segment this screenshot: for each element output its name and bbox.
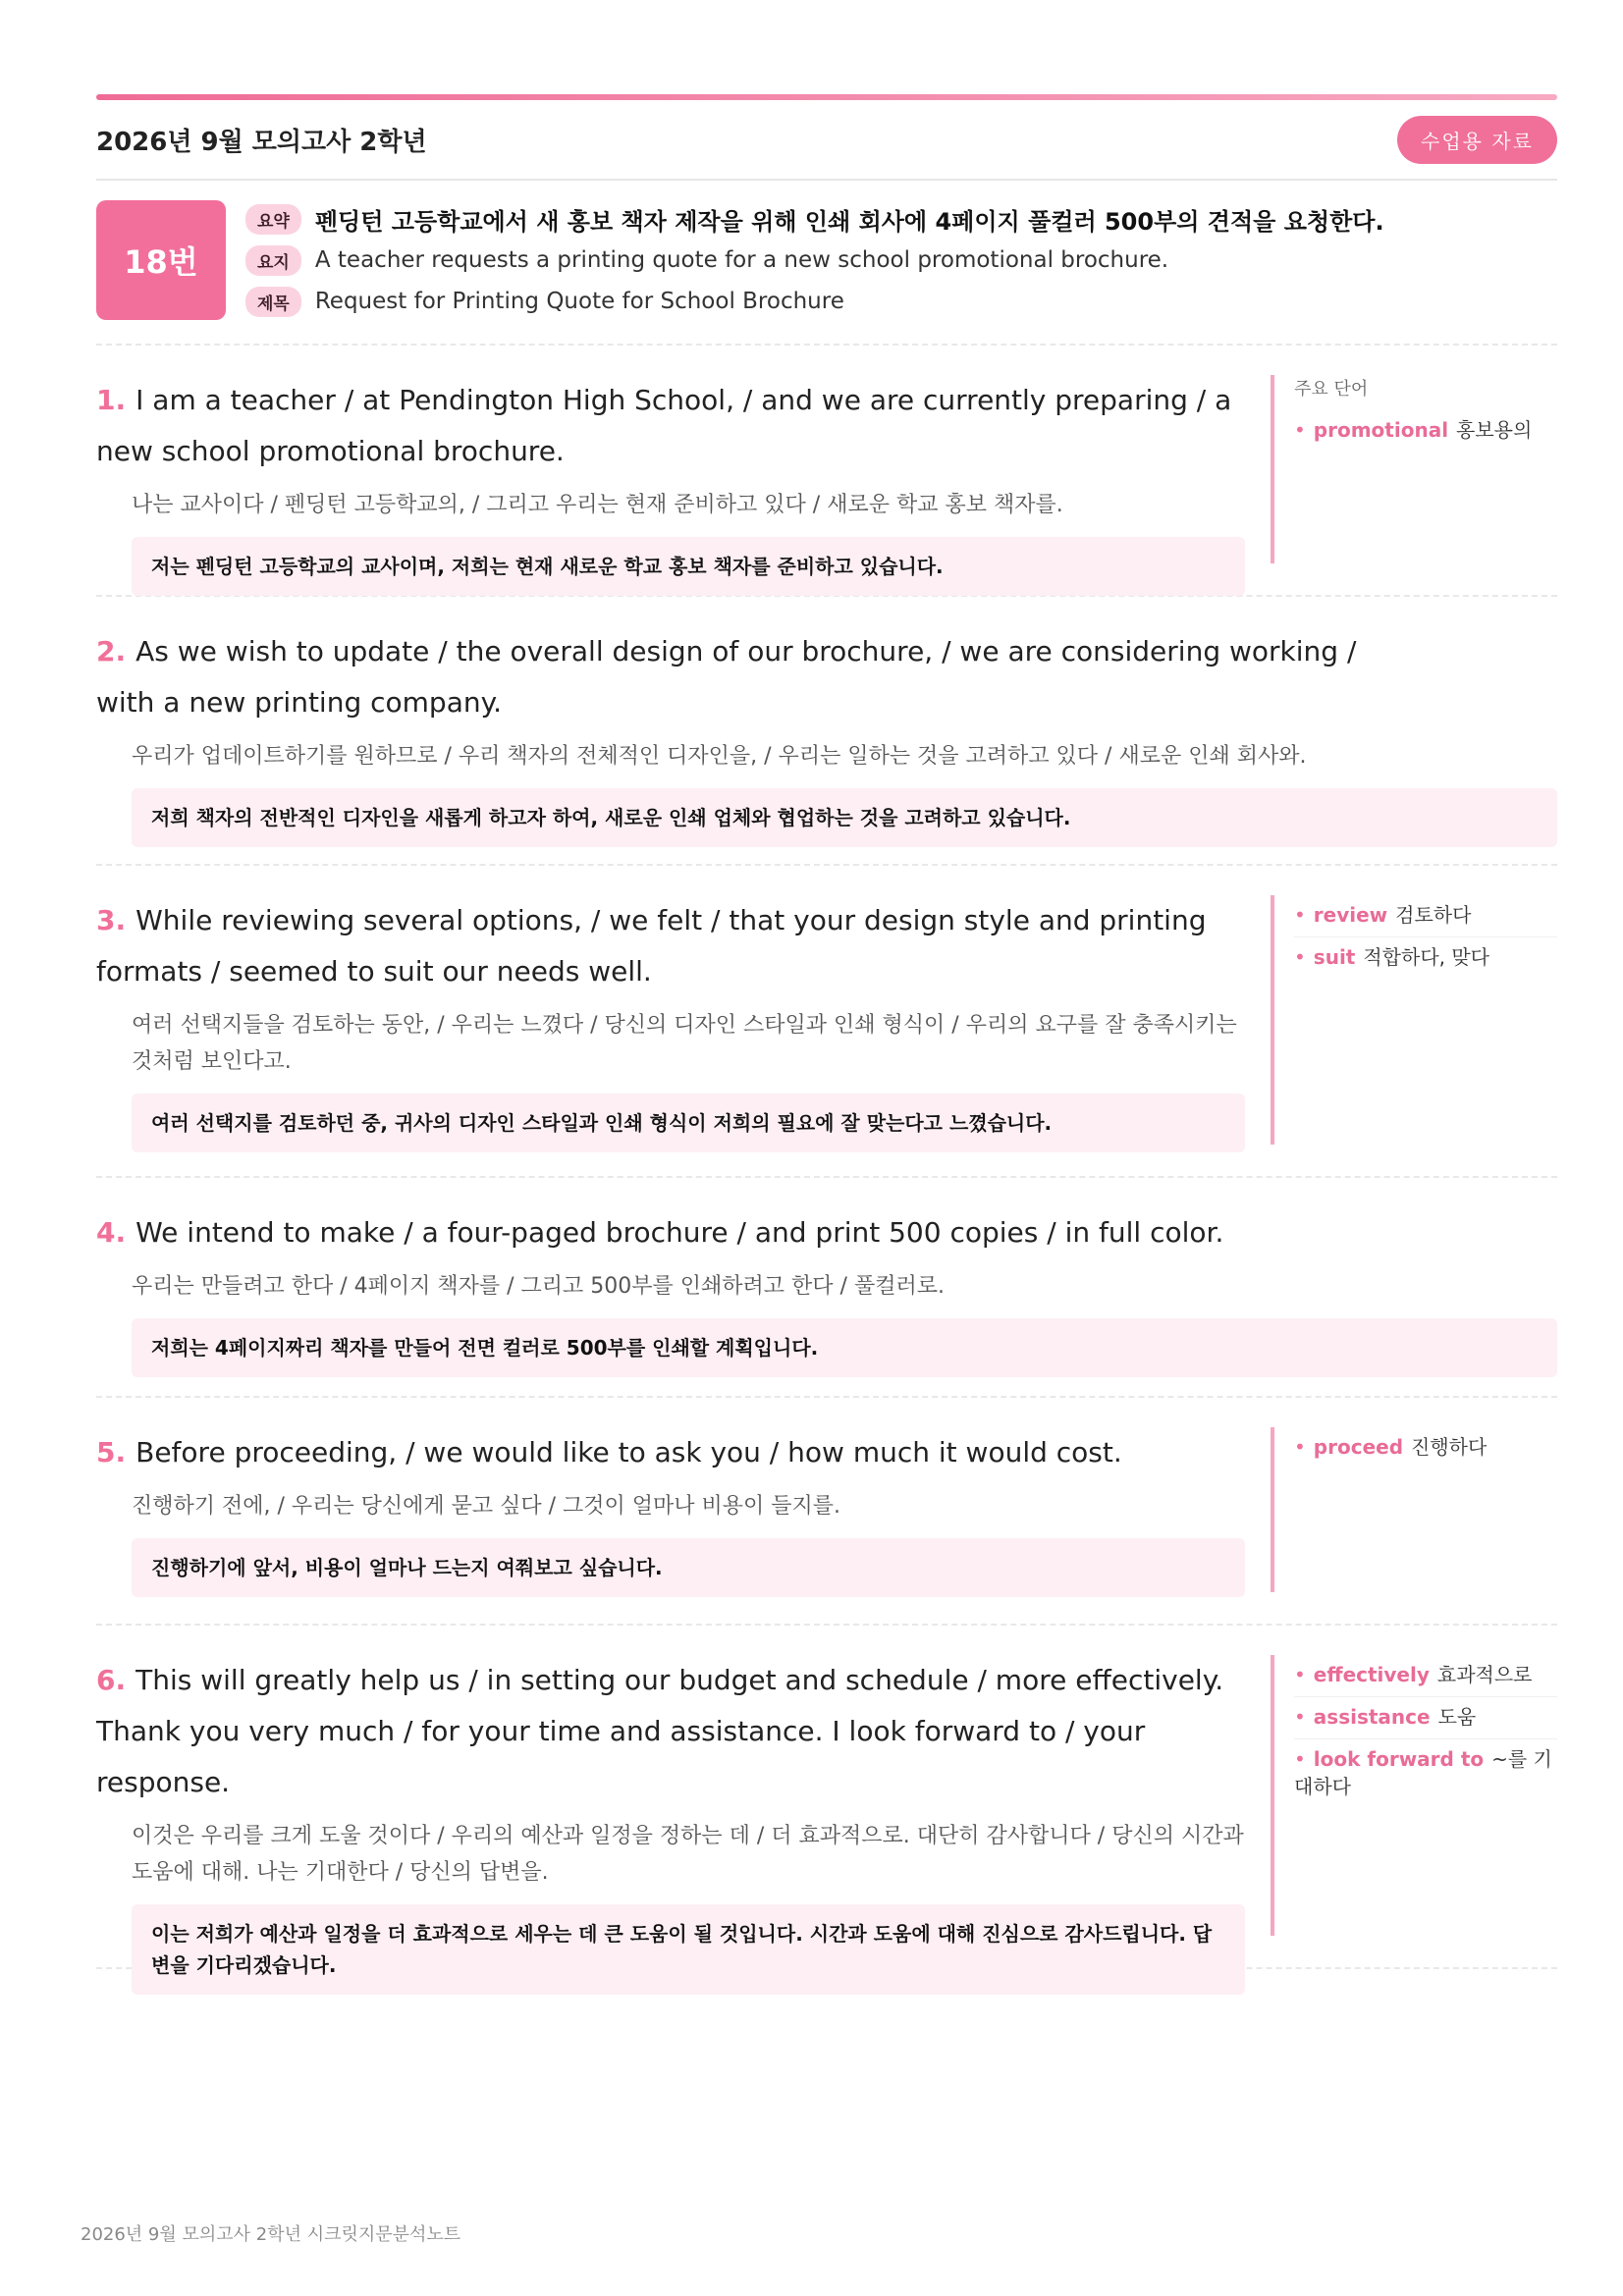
exam-title: 2026년 9월 모의고사 2학년 xyxy=(96,127,427,157)
page-footer: 2026년 9월 모의고사 2학년 시크릿지문분석노트 xyxy=(81,2224,461,2245)
vocab-word: assistance xyxy=(1313,1705,1431,1729)
vocab-heading: 주요 단어 xyxy=(1294,379,1369,400)
sentence-number: 5. xyxy=(96,1436,127,1468)
vocab-item xyxy=(1294,1697,1557,1739)
sentence-content xyxy=(96,375,1245,578)
sentence-block-6 xyxy=(96,1626,1557,1977)
translation-box: 저희 책자의 전반적인 디자인을 새롭게 하고자 하여, 새로운 인쇄 업체와 협업하는 것을 고려하고 있습니다. xyxy=(132,788,1557,847)
worksheet-page xyxy=(96,94,1557,1977)
sentence-block-2 xyxy=(96,597,1557,866)
translation-box: 여러 선택지를 검토하던 중, 귀사의 디자인 스타일과 인쇄 형식이 저희의 필요에 잘 맞는다고 느꼈습니다. xyxy=(132,1094,1245,1152)
question-number-badge: 18번 xyxy=(96,200,226,320)
summary-row-gist xyxy=(245,198,1384,240)
bullet-icon: • xyxy=(1294,945,1306,969)
english-text: Before proceeding, / we would like to ask you / how much it would cost. xyxy=(135,1436,1122,1468)
summary-label-pill: 요약 xyxy=(245,204,301,235)
vocab-panel xyxy=(1271,1655,1557,1936)
english-sentence xyxy=(96,1207,1557,1258)
korean-literal: 여러 선택지들을 검토하는 동안, / 우리는 느꼈다 / 당신의 디자인 스타일과 인쇄 형식이 / 우리의 요구를 잘 충족시키는 것처럼 보인다고. xyxy=(132,1013,1237,1074)
vocab-item xyxy=(1294,937,1557,979)
summary-lines xyxy=(245,198,1384,322)
class-material-badge: 수업용 자료 xyxy=(1397,116,1557,164)
sentence-number: 1. xyxy=(96,384,127,416)
bullet-icon: • xyxy=(1294,1747,1306,1771)
english-text: I am a teacher / at Pendington High School, / and we are currently preparing / a new school promotional brochure. xyxy=(96,384,1232,467)
vocab-word: promotional xyxy=(1313,418,1449,442)
summary-row-main-idea xyxy=(245,240,1384,281)
vocab-meaning: 진행하다 xyxy=(1411,1435,1488,1459)
bullet-icon: • xyxy=(1294,1705,1306,1729)
vocab-item xyxy=(1294,410,1557,452)
bullet-icon: • xyxy=(1294,1435,1306,1459)
vocab-panel xyxy=(1271,375,1557,563)
sentence-content xyxy=(96,895,1245,1145)
sentence-content xyxy=(96,1427,1245,1592)
summary-text: A teacher requests a printing quote for a new school promotional brochure. xyxy=(314,247,1169,273)
vocab-panel xyxy=(1271,1427,1557,1592)
sentence-content xyxy=(96,1655,1245,1977)
sentence-number: 4. xyxy=(96,1216,127,1249)
vocab-word: review xyxy=(1313,903,1388,927)
page-header xyxy=(96,100,1557,181)
vocab-item xyxy=(1294,1427,1557,1468)
english-sentence xyxy=(96,1655,1245,1808)
sentence-number: 6. xyxy=(96,1664,127,1696)
sentence-block-1 xyxy=(96,346,1557,597)
summary-text: 펜딩턴 고등학교에서 새 홍보 책자 제작을 위해 인쇄 회사에 4페이지 풀컬러 500부의 견적을 요청한다. xyxy=(314,207,1384,236)
korean-literal: 진행하기 전에, / 우리는 당신에게 묻고 싶다 / 그것이 얼마나 비용이 들지를. xyxy=(132,1494,841,1519)
sentence-block-4 xyxy=(96,1178,1557,1398)
translation-box: 이는 저희가 예산과 일정을 더 효과적으로 세우는 데 큰 도움이 될 것입니다. 시간과 도움에 대해 진심으로 감사드립니다. 답변을 기다리겠습니다. xyxy=(132,1904,1245,1995)
vocab-item xyxy=(1294,1739,1557,1808)
translation-box: 저는 펜딩턴 고등학교의 교사이며, 저희는 현재 새로운 학교 홍보 책자를 준비하고 있습니다. xyxy=(132,537,1245,596)
korean-literal: 나는 교사이다 / 펜딩턴 고등학교의, / 그리고 우리는 현재 준비하고 있다 / 새로운 학교 홍보 책자를. xyxy=(132,493,1063,517)
vocab-word: suit xyxy=(1313,945,1356,969)
english-text: As we wish to update / the overall design of our brochure, / we are considering working / with a new printing company. xyxy=(96,635,1357,719)
bullet-icon: • xyxy=(1294,418,1306,442)
english-sentence xyxy=(96,375,1245,477)
translation-box: 진행하기에 앞서, 비용이 얼마나 드는지 여쭤보고 싶습니다. xyxy=(132,1538,1245,1597)
english-text: This will greatly help us / in setting our budget and schedule / more effectively. Thank you very much / for your time and assistance. I look forward to / your response. xyxy=(96,1664,1224,1798)
bullet-icon: • xyxy=(1294,903,1306,927)
translation-box: 저희는 4페이지짜리 책자를 만들어 전면 컬러로 500부를 인쇄할 계획입니다. xyxy=(132,1318,1557,1377)
sentence-content xyxy=(96,1207,1557,1364)
sentence-content xyxy=(96,626,1557,832)
summary-section xyxy=(96,181,1557,346)
vocab-meaning: 도움 xyxy=(1437,1705,1477,1729)
summary-label-pill: 제목 xyxy=(245,287,301,317)
sentence-block-5 xyxy=(96,1398,1557,1626)
vocab-word: effectively xyxy=(1313,1663,1430,1686)
vocab-item xyxy=(1294,1655,1557,1697)
summary-label-pill: 요지 xyxy=(245,245,301,276)
korean-literal: 이것은 우리를 크게 도울 것이다 / 우리의 예산과 일정을 정하는 데 / 더 효과적으로. 대단히 감사합니다 / 당신의 시간과 도움에 대해. 나는 기대한다 / 당신의 답변을. xyxy=(132,1824,1244,1885)
sentence-block-3 xyxy=(96,866,1557,1178)
korean-literal: 우리는 만들려고 한다 / 4페이지 책자를 / 그리고 500부를 인쇄하려고 한다 / 풀컬러로. xyxy=(132,1274,945,1299)
summary-text: Request for Printing Quote for School Brochure xyxy=(314,289,844,314)
sentence-number: 3. xyxy=(96,904,127,936)
korean-literal: 우리가 업데이트하기를 원하므로 / 우리 책자의 전체적인 디자인을, / 우리는 일하는 것을 고려하고 있다 / 새로운 인쇄 회사와. xyxy=(132,744,1307,769)
vocab-meaning: 검토하다 xyxy=(1395,903,1472,927)
english-text: While reviewing several options, / we felt / that your design style and printing formats / seemed to suit our needs well. xyxy=(96,904,1207,988)
bullet-icon: • xyxy=(1294,1663,1306,1686)
vocab-panel xyxy=(1271,895,1557,1145)
english-sentence xyxy=(96,895,1245,997)
vocab-word: proceed xyxy=(1313,1435,1404,1459)
vocab-item xyxy=(1294,895,1557,937)
vocab-word: look forward to xyxy=(1313,1747,1485,1771)
english-sentence xyxy=(96,1427,1245,1478)
sentence-number: 2. xyxy=(96,635,127,667)
vocab-meaning: 적합하다, 맞다 xyxy=(1363,945,1489,969)
english-text: We intend to make / a four-paged brochure / and print 500 copies / in full color. xyxy=(135,1216,1224,1249)
vocab-meaning: 효과적으로 xyxy=(1436,1663,1533,1686)
summary-row-title xyxy=(245,281,1384,322)
english-sentence xyxy=(96,626,1363,728)
vocab-meaning: 홍보용의 xyxy=(1456,418,1533,442)
vocab-meaning: ~를 기대하다 xyxy=(1294,1747,1552,1798)
